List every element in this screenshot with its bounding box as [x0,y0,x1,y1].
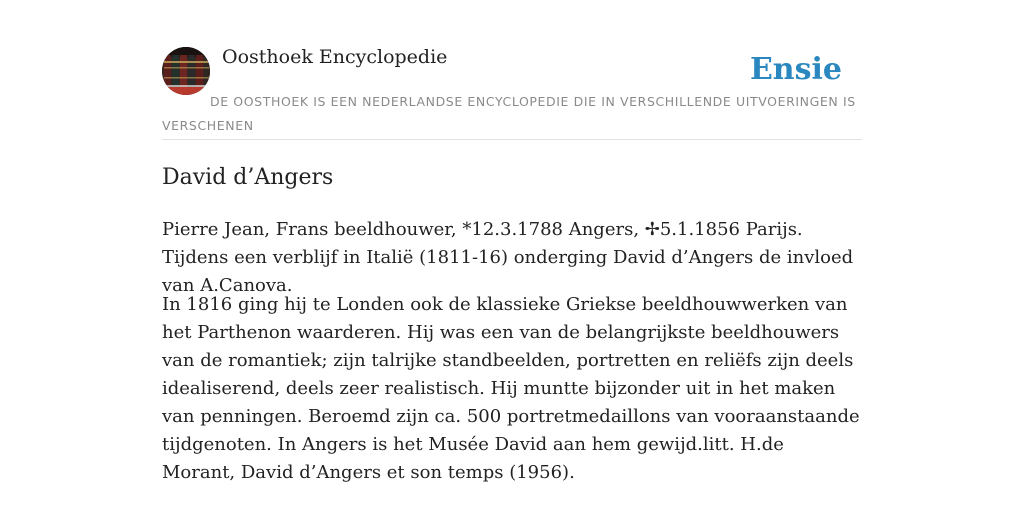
site-tagline: DE OOSTHOEK IS EEN NEDERLANDSE ENCYCLOPEDIE DIE IN VERSCHILLENDE UITVOERINGEN IS VERSCHENEN [162,94,856,133]
page [162,0,862,512]
article-paragraph: Pierre Jean, Frans beeldhouwer, *12.3.1788 Angers, ✢5.1.1856 Parijs. Tijdens een verblijf in Italië (1811-16) onderging David d’Angers de invloed van A.Canova. [162,219,854,296]
article-title: David d’Angers [162,165,334,190]
site-title[interactable]: Oosthoek Encyclopedie [222,46,448,68]
avatar[interactable] [162,47,210,95]
site-header [162,0,862,140]
article-paragraph: In 1816 ging hij te Londen ook de klassieke Griekse beeldhouwwerken van het Parthenon waarderen. Hij was een van de belangrijkste beeldhouwers van de romantiek; zijn talrijke standbeelden, portretten en reliëfs zijn deels idealiserend, deels zeer realistisch. Hij muntte bijzonder uit in het maken van penningen. Beroemd zijn ca. 500 portretmedaillons van vooraanstaande tijdgenoten. In Angers is het Musée David aan hem gewijd.litt. H.de Morant, David d’Angers et son temps (1956). [162,294,860,483]
brand-logo[interactable]: Ensie [749,52,842,87]
book-spines-icon [162,47,210,95]
